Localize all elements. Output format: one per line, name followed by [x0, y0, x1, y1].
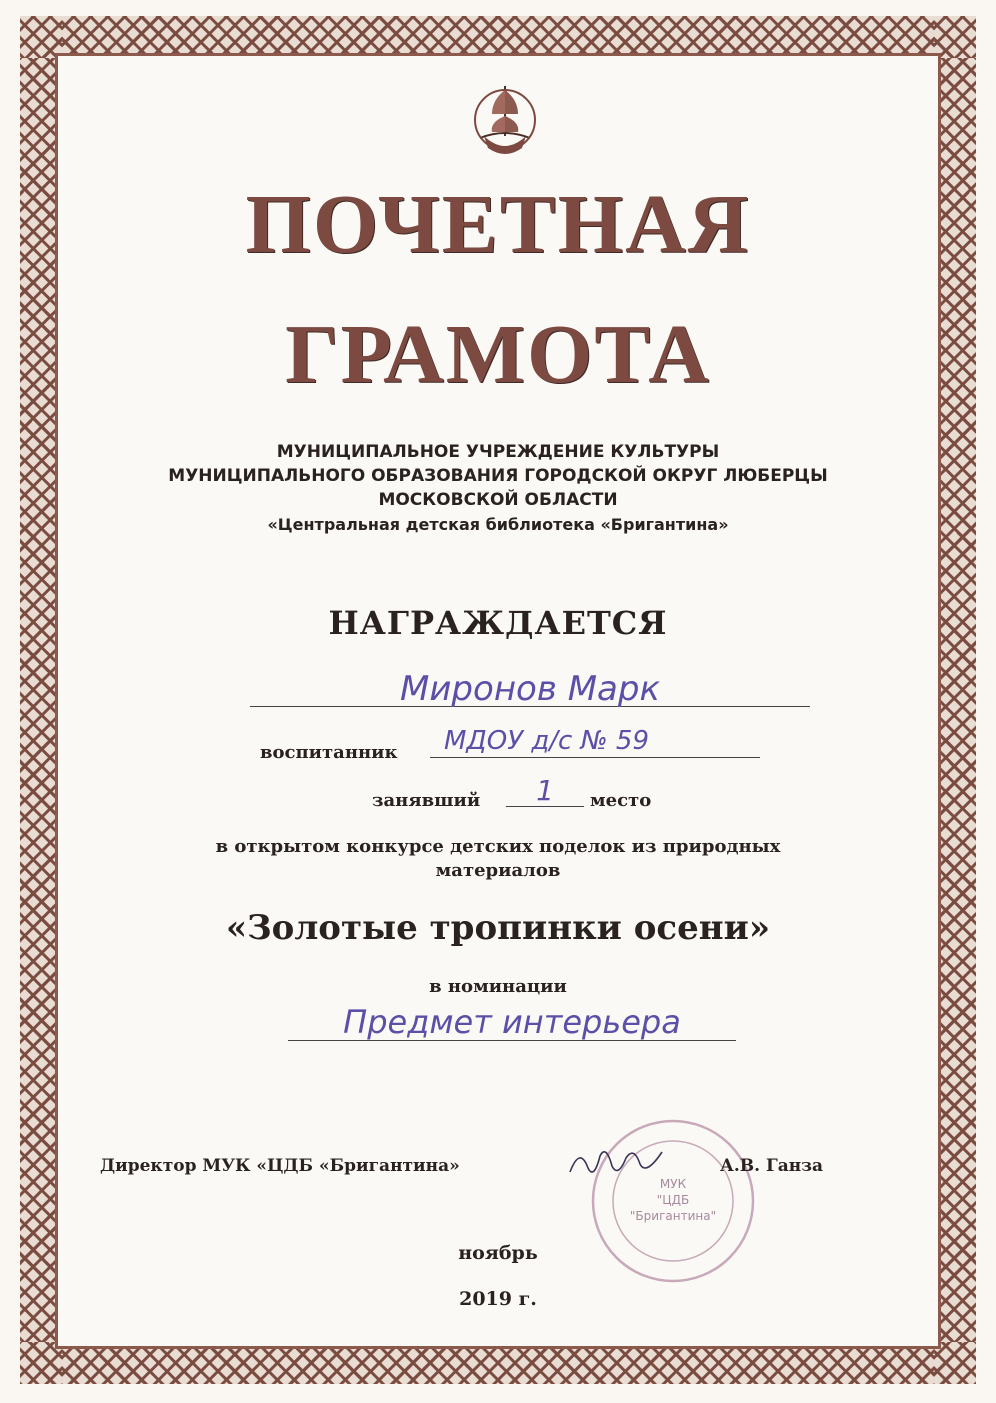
issue-year: 2019 г.	[459, 1288, 537, 1310]
org-name-line3: МОСКОВСКОЙ ОБЛАСТИ	[378, 490, 618, 510]
pupil-label: воспитанник	[260, 742, 398, 763]
stamp-text-line1: МУК	[659, 1177, 687, 1191]
pupil-value: МДОУ д/с № 59	[430, 724, 760, 758]
ship-emblem-icon	[474, 78, 536, 160]
contest-description-line1: в открытом конкурсе детских поделок из природных	[215, 836, 781, 857]
stamp-text-line3: "Бригантина"	[629, 1209, 717, 1223]
certificate-content	[58, 56, 938, 1346]
director-title: Директор МУК «ЦДБ «Бригантина»	[100, 1156, 460, 1176]
place-suffix: место	[590, 790, 652, 811]
nomination-value: Предмет интерьера	[288, 1004, 736, 1041]
contest-name: «Золотые тропинки осени»	[225, 908, 771, 948]
nomination-label: в номинации	[429, 976, 567, 997]
director-name: А.В. Ганза	[720, 1156, 824, 1176]
issue-month: ноябрь	[458, 1242, 538, 1264]
signature	[566, 1142, 666, 1182]
recipient-name: Миронов Марк	[250, 672, 810, 707]
org-name-line1: МУНИЦИПАЛЬНОЕ УЧРЕЖДЕНИЕ КУЛЬТУРЫ	[276, 442, 720, 462]
org-name-line4: «Центральная детская библиотека «Бригантина»	[267, 515, 729, 534]
certificate-title-line2: ГРАМОТА	[285, 308, 711, 401]
certificate-title-line1: ПОЧЕТНАЯ	[245, 178, 751, 271]
org-name-line2: МУНИЦИПАЛЬНОГО ОБРАЗОВАНИЯ ГОРОДСКОЙ ОКРУГ ЛЮБЕРЦЫ	[168, 466, 828, 486]
place-value: 1	[506, 776, 584, 807]
place-label: занявший	[372, 790, 481, 811]
contest-description-line2: материалов	[435, 860, 561, 881]
stamp-text-line2: "ЦДБ	[656, 1193, 690, 1207]
awarded-heading: НАГРАЖДАЕТСЯ	[328, 604, 668, 642]
